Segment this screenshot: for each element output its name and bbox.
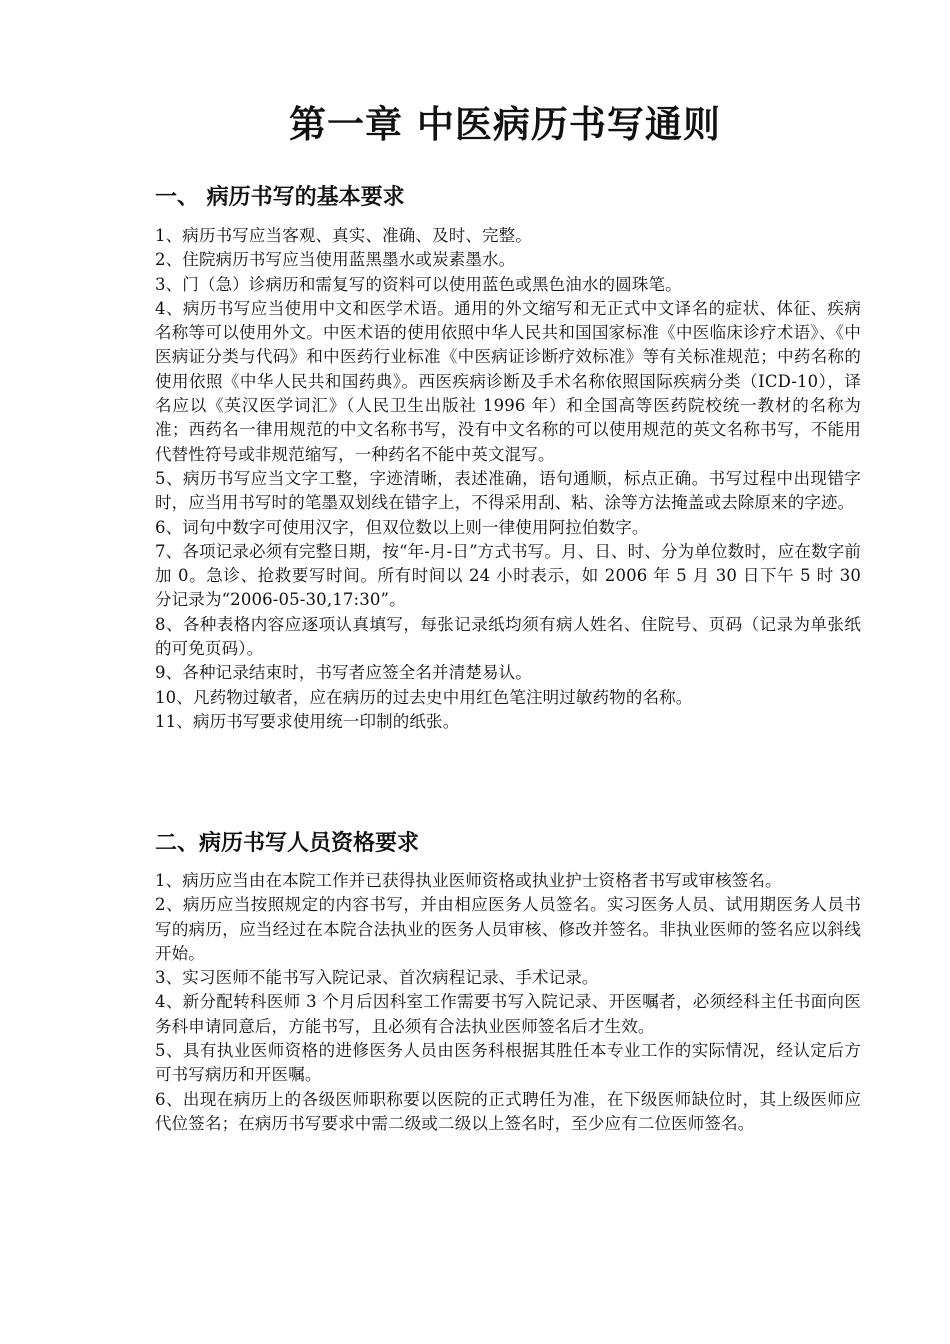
requirement-item: 6、词句中数字可使用汉字，但双位数以上则一律使用阿拉伯数字。 (155, 517, 649, 537)
qualification-item: 4、新分配转科医师 3 个月后因科室工作需要书写入院记录、开医嘱者，必须经科主任书面向医务科申请同意后，方能书写，且必须有合法执业医师签名后才生效。 (155, 992, 861, 1036)
chapter-title: 第一章 中医病历书写通则 (289, 103, 721, 146)
basic-requirements-list (155, 224, 861, 734)
requirement-item: 10、凡药物过敏者，应在病历的过去史中用红色笔注明过敏药物的名称。 (155, 687, 693, 707)
qualification-item: 1、病历应当由在本院工作并已获得执业医师资格或执业护士资格者书写或审核签名。 (155, 871, 782, 890)
requirement-item: 4、病历书写应当使用中文和医学术语。通用的外文缩写和无正式中文译名的症状、体征、疾病名称等可以使用外文。中医术语的使用依照中华人民共和国国家标准《中医临床诊疗术语》、《中医病证分类与代码》和中医药行业标准《中医病证诊断疗效标准》等有关标准规范；中药名称的使用依照《中华人民共和国药典》。西医疾病诊断及手术名称依照国际疾病分类（ICD-10），译名应以《英汉医学词汇》（人民卫生出版社 1996 年）和全国高等医药院校统一教材的名称为准；西药名一律用规范的中文名称书写，没有中文名称的可以使用规范的英文名称书写，不能用代替性符号或非规范缩写，一种药名不能中英文混写。 (155, 298, 861, 464)
qualification-item: 6、出现在病历上的各级医师职称要以医院的正式聘任为准，在下级医师缺位时，其上级医师应代位签名；在病历书写要求中需二级或二级以上签名时，至少应有二位医师签名。 (155, 1089, 861, 1133)
requirement-item: 2、住院病历书写应当使用蓝黑墨水或炭素墨水。 (155, 250, 516, 270)
writer-qualifications-list (155, 869, 861, 1136)
qualification-item: 3、实习医师不能书写入院记录、首次病程记录、手术记录。 (155, 968, 599, 988)
requirement-item: 11、病历书写要求使用统一印制的纸张。 (155, 711, 460, 731)
requirement-item: 7、各项记录必须有完整日期，按“年-月-日”方式书写。月、日、时、分为单位数时，应在数字前加 0。急诊、抢救要写时间。所有时间以 24 小时表示，如 2006 年 5 月 30 日下午 5 时 30 分记录为“2006-05-30,17:30”。 (155, 541, 861, 610)
requirement-item: 8、各种表格内容应逐项认真填写，每张记录纸均须有病人姓名、住院号、页码（记录为单张纸的可免页码）。 (155, 614, 861, 659)
qualification-item: 2、病历应当按照规定的内容书写，并由相应医务人员签名。实习医务人员、试用期医务人员书写的病历，应当经过在本院合法执业的医务人员审核、修改并签名。非执业医师的签名应以斜线开始。 (155, 895, 861, 963)
requirement-item: 5、病历书写应当文字工整，字迹清晰，表述准确，语句通顺，标点正确。书写过程中出现错字时，应当用书写时的笔墨双划线在错字上，不得采用刮、粘、涂等方法掩盖或去除原来的字迹。 (155, 468, 861, 513)
requirement-item: 1、病历书写应当客观、真实、准确、及时、完整。 (155, 226, 532, 245)
requirement-item: 9、各种记录结束时，书写者应签全名并清楚易认。 (155, 663, 532, 683)
section-heading-writer-qualifications: 二、病历书写人员资格要求 (155, 831, 420, 856)
section-heading-basic-requirements: 一、 病历书写的基本要求 (155, 185, 405, 210)
qualification-item: 5、具有执业医师资格的进修医务人员由医务科根据其胜任本专业工作的实际情况，经认定后方可书写病历和开医嘱。 (155, 1041, 861, 1085)
requirement-item: 3、门（急）诊病历和需复写的资料可以使用蓝色或黑色油水的圆珠笔。 (155, 274, 682, 294)
